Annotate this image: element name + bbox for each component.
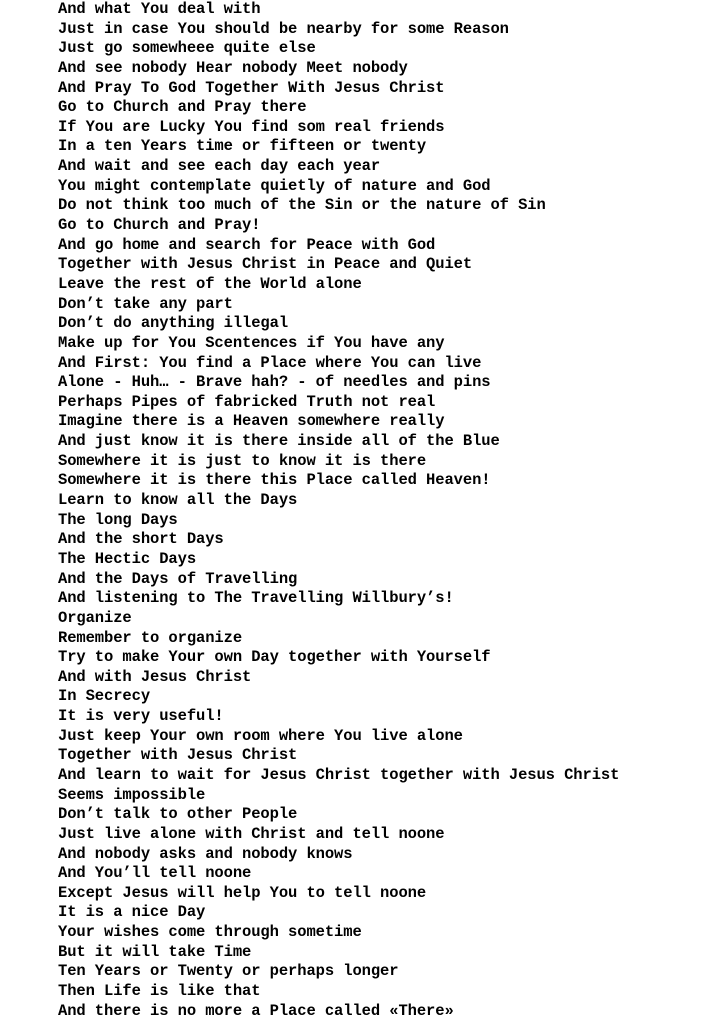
text-line: And You’ll tell noone	[58, 864, 252, 883]
text-line: Perhaps Pipes of fabricked Truth not real	[58, 392, 436, 411]
text-line: If You are Lucky You find som real friends	[58, 117, 445, 136]
text-line: Together with Jesus Christ in Peace and Quiet	[58, 255, 473, 274]
text-line: Just keep Your own room where You live alone	[58, 726, 463, 745]
text-line: Organize	[58, 608, 132, 627]
text-line: It is very useful!	[58, 707, 224, 726]
text-line: Make up for You Scentences if You have any	[58, 333, 445, 352]
text-line: And go home and search for Peace with God	[58, 235, 436, 254]
text-line: And see nobody Hear nobody Meet nobody	[58, 58, 408, 77]
text-line: Except Jesus will help You to tell noone	[58, 883, 427, 902]
text-line: Don’t do anything illegal	[58, 314, 289, 333]
text-line: Remember to organize	[58, 628, 243, 647]
text-line: Do not think too much of the Sin or the nature of Sin	[58, 196, 546, 215]
text-line: And what You deal with	[58, 0, 261, 18]
text-line: The Hectic Days	[58, 549, 197, 568]
text-line: Imagine there is a Heaven somewhere really	[58, 412, 445, 431]
text-line: And with Jesus Christ	[58, 667, 252, 686]
text-line: Seems impossible	[58, 785, 206, 804]
text-line: And First: You find a Place where You can live	[58, 353, 482, 372]
text-line: Somewhere it is just to know it is there	[58, 451, 427, 470]
text-line: You might contemplate quietly of nature and God	[58, 176, 491, 195]
text-line: And nobody asks and nobody knows	[58, 844, 353, 863]
text-line: And Pray To God Together With Jesus Christ	[58, 78, 445, 97]
text-line: Try to make Your own Day together with Yourself	[58, 648, 491, 667]
text-line: Leave the rest of the World alone	[58, 274, 362, 293]
text-line: Don’t take any part	[58, 294, 233, 313]
text-line: Then Life is like that	[58, 982, 261, 1001]
text-line: But it will take Time	[58, 942, 252, 961]
text-line: Ten Years or Twenty or perhaps longer	[58, 962, 399, 981]
text-line: Your wishes come through sometime	[58, 923, 362, 942]
text-line: Learn to know all the Days	[58, 491, 298, 510]
text-line: Just in case You should be nearby for some Reason	[58, 19, 509, 38]
text-line: Alone - Huh… - Brave hah? - of needles and pins	[58, 373, 491, 392]
text-line: And learn to wait for Jesus Christ together with Jesus Christ	[58, 765, 620, 784]
document-text-body	[58, 0, 708, 1021]
text-line: Somewhere it is there this Place called Heaven!	[58, 471, 491, 490]
text-line: It is a nice Day	[58, 903, 206, 922]
text-line: In a ten Years time or fifteen or twenty	[58, 137, 427, 156]
text-line: And there is no more a Place called «There»	[58, 1001, 454, 1020]
text-line: Go to Church and Pray!	[58, 216, 261, 235]
text-line: And wait and see each day each year	[58, 157, 381, 176]
text-line: Just live alone with Christ and tell noone	[58, 824, 445, 843]
text-line: Together with Jesus Christ	[58, 746, 298, 765]
text-line: And the Days of Travelling	[58, 569, 298, 588]
text-line: The long Days	[58, 510, 178, 529]
text-line: And just know it is there inside all of the Blue	[58, 432, 500, 451]
text-line: And listening to The Travelling Willbury’s!	[58, 589, 454, 608]
text-line: And the short Days	[58, 530, 224, 549]
text-line: Don’t talk to other People	[58, 805, 298, 824]
text-line: In Secrecy	[58, 687, 151, 706]
text-line: Just go somewheee quite else	[58, 39, 316, 58]
text-line: Go to Church and Pray there	[58, 98, 307, 117]
